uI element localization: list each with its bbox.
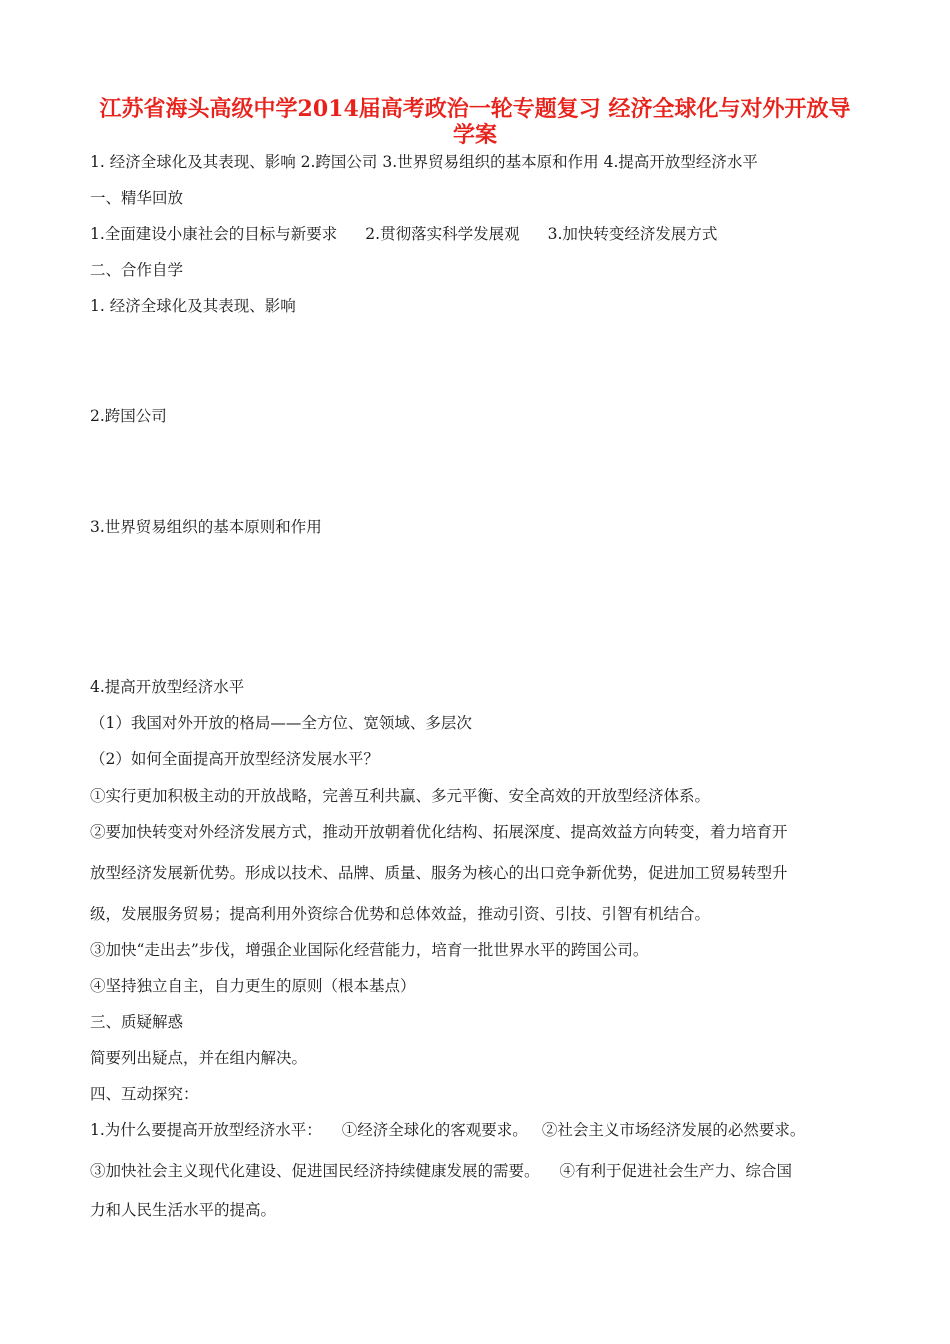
question-1: 1. 经济全球化及其表现、影响 bbox=[90, 297, 296, 315]
outline-line: 1. 经济全球化及其表现、影响 2.跨国公司 3.世界贸易组织的基本原和作用 4.提高开放型经济水平 bbox=[90, 153, 758, 171]
review-item-1: 1.全面建设小康社会的目标与新要求 bbox=[90, 225, 338, 243]
explore-reason-2: ②社会主义市场经济发展的必然要求。 bbox=[541, 1121, 806, 1139]
explore-line-3: 力和人民生活水平的提高。 bbox=[90, 1201, 277, 1219]
section-heading-self-study: 二、合作自学 bbox=[90, 261, 184, 279]
question-4: 4.提高开放型经济水平 bbox=[90, 678, 245, 696]
explore-reason-3: ③加快社会主义现代化建设、促进国民经济持续健康发展的需要。 bbox=[90, 1162, 540, 1180]
explore-reason-1: ①经济全球化的客观要求。 bbox=[341, 1121, 528, 1139]
section-heading-review: 一、精华回放 bbox=[90, 189, 184, 207]
review-items bbox=[90, 224, 717, 244]
section-heading-questions: 三、质疑解惑 bbox=[90, 1013, 184, 1031]
explore-line-2 bbox=[90, 1161, 792, 1181]
question-3: 3.世界贸易组织的基本原则和作用 bbox=[90, 518, 322, 536]
point-4: ④坚持独立自主，自力更生的原则（根本基点） bbox=[90, 977, 416, 995]
review-item-2: 2.贯彻落实科学发展观 bbox=[365, 225, 520, 243]
point-2-line-3: 级，发展服务贸易；提高利用外资综合优势和总体效益，推动引资、引技、引智有机结合。 bbox=[90, 905, 711, 923]
point-3: ③加快“走出去”步伐，增强企业国际化经营能力，培育一批世界水平的跨国公司。 bbox=[90, 941, 649, 959]
explore-question: 1.为什么要提高开放型经济水平： bbox=[90, 1121, 322, 1139]
point-1: ①实行更加积极主动的开放战略，完善互利共赢、多元平衡、安全高效的开放型经济体系。 bbox=[90, 787, 711, 805]
point-2-line-2: 放型经济发展新优势。形成以技术、品牌、质量、服务为核心的出口竞争新优势，促进加工贸易转型升 bbox=[90, 864, 788, 882]
point-2-line-1: ②要加快转变对外经济发展方式，推动开放朝着优化结构、拓展深度、提高效益方向转变，着力培育开 bbox=[90, 823, 788, 841]
explore-reason-4: ④有利于促进社会生产力、综合国 bbox=[559, 1162, 793, 1180]
section-heading-explore: 四、互动探究： bbox=[90, 1085, 199, 1103]
review-item-3: 3.加快转变经济发展方式 bbox=[547, 225, 718, 243]
explore-line-1 bbox=[90, 1120, 805, 1140]
question-4-sub-2: （2）如何全面提高开放型经济发展水平？ bbox=[90, 750, 379, 768]
questions-instruction: 简要列出疑点，并在组内解决。 bbox=[90, 1049, 308, 1067]
question-2: 2.跨国公司 bbox=[90, 407, 167, 425]
question-4-sub-1: （1）我国对外开放的格局——全方位、宽领域、多层次 bbox=[90, 714, 472, 732]
document-title: 江苏省海头高级中学2014届高考政治一轮专题复习 经济全球化与对外开放导学案 bbox=[99, 96, 851, 148]
